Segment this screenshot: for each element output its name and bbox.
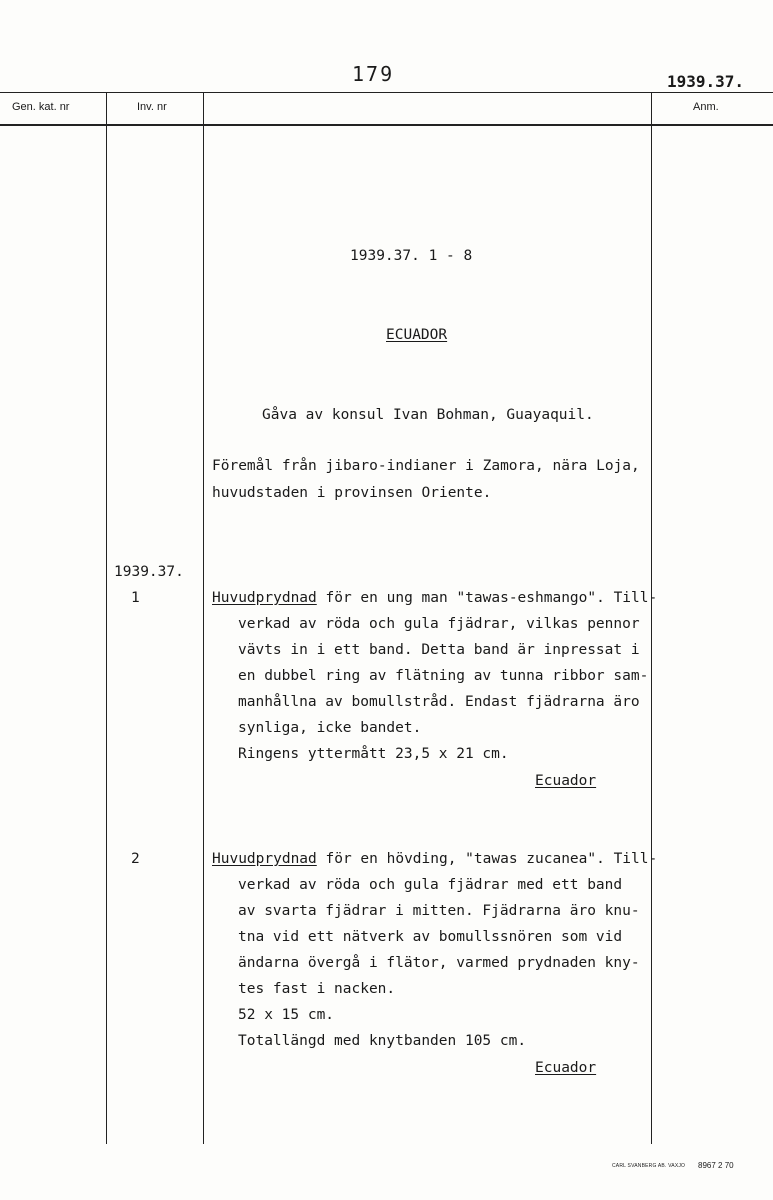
entry-2-title: Huvudprydnad: [212, 851, 317, 867]
entry-1-region: Ecuador: [535, 773, 597, 789]
column-header-gen-kat: Gen. kat. nr: [12, 101, 70, 113]
column-header-inv: Inv. nr: [137, 101, 167, 113]
header-top-rule: [0, 92, 773, 93]
entry-2-line-7: Totallängd med knytbanden 105 cm.: [238, 1033, 527, 1049]
entry-1-line-5: synliga, icke bandet.: [238, 720, 422, 736]
entry-1-text-0: för en ung man "tawas-eshmango". Till-: [316, 590, 658, 606]
intro-line-1: Föremål från jibaro-indianer i Zamora, nära Loja,: [212, 458, 640, 474]
printer-imprint: CARL SVANBERG AB. VAXJO: [612, 1163, 686, 1169]
entry-1-prefix: 1939.37.: [114, 564, 184, 580]
header-bottom-rule: [0, 124, 773, 126]
entry-1-line-4: manhållna av bomullstråd. Endast fjädrarna äro: [238, 694, 640, 710]
entry-1-inv-number: 1: [131, 590, 140, 606]
entry-1-line-0: [212, 590, 657, 606]
catalog-id: 1939.37.: [667, 72, 745, 91]
column-divider-3: [651, 92, 652, 1144]
number-range: 1939.37. 1 - 8: [350, 248, 473, 264]
country-heading: ECUADOR: [386, 327, 448, 343]
entry-2-text-0: för en hövding, "tawas zucanea". Till-: [316, 851, 658, 867]
entry-1-line-1: verkad av röda och gula fjädrar, vilkas pennor: [238, 616, 640, 632]
entry-1-line-6: Ringens yttermått 23,5 x 21 cm.: [238, 746, 509, 762]
entry-2-line-4: ändarna övergå i flätor, varmed prydnaden kny-: [238, 955, 640, 971]
entry-2-line-5: tes fast i nacken.: [238, 981, 396, 997]
form-code: 8967 2 70: [698, 1161, 734, 1170]
intro-line-2: huvudstaden i provinsen Oriente.: [212, 485, 492, 501]
entry-2-inv-number: 2: [131, 851, 140, 867]
column-divider-2: [203, 92, 204, 1144]
entry-2-region: Ecuador: [535, 1060, 597, 1076]
entry-1-title: Huvudprydnad: [212, 590, 317, 606]
donor-line: Gåva av konsul Ivan Bohman, Guayaquil.: [262, 407, 594, 423]
column-divider-1: [106, 92, 107, 1144]
entry-1-line-2: vävts in i ett band. Detta band är inpressat i: [238, 642, 640, 658]
entry-2-line-2: av svarta fjädrar i mitten. Fjädrarna äro knu-: [238, 903, 640, 919]
entry-2-line-0: [212, 851, 657, 867]
entry-2-line-6: 52 x 15 cm.: [238, 1007, 335, 1023]
entry-2-line-3: tna vid ett nätverk av bomullssnören som vid: [238, 929, 623, 945]
entry-2-line-1: verkad av röda och gula fjädrar med ett band: [238, 877, 623, 893]
page-number: 179: [352, 62, 395, 86]
entry-1-line-3: en dubbel ring av flätning av tunna ribbor sam-: [238, 668, 649, 684]
column-header-anm: Anm.: [693, 101, 719, 113]
